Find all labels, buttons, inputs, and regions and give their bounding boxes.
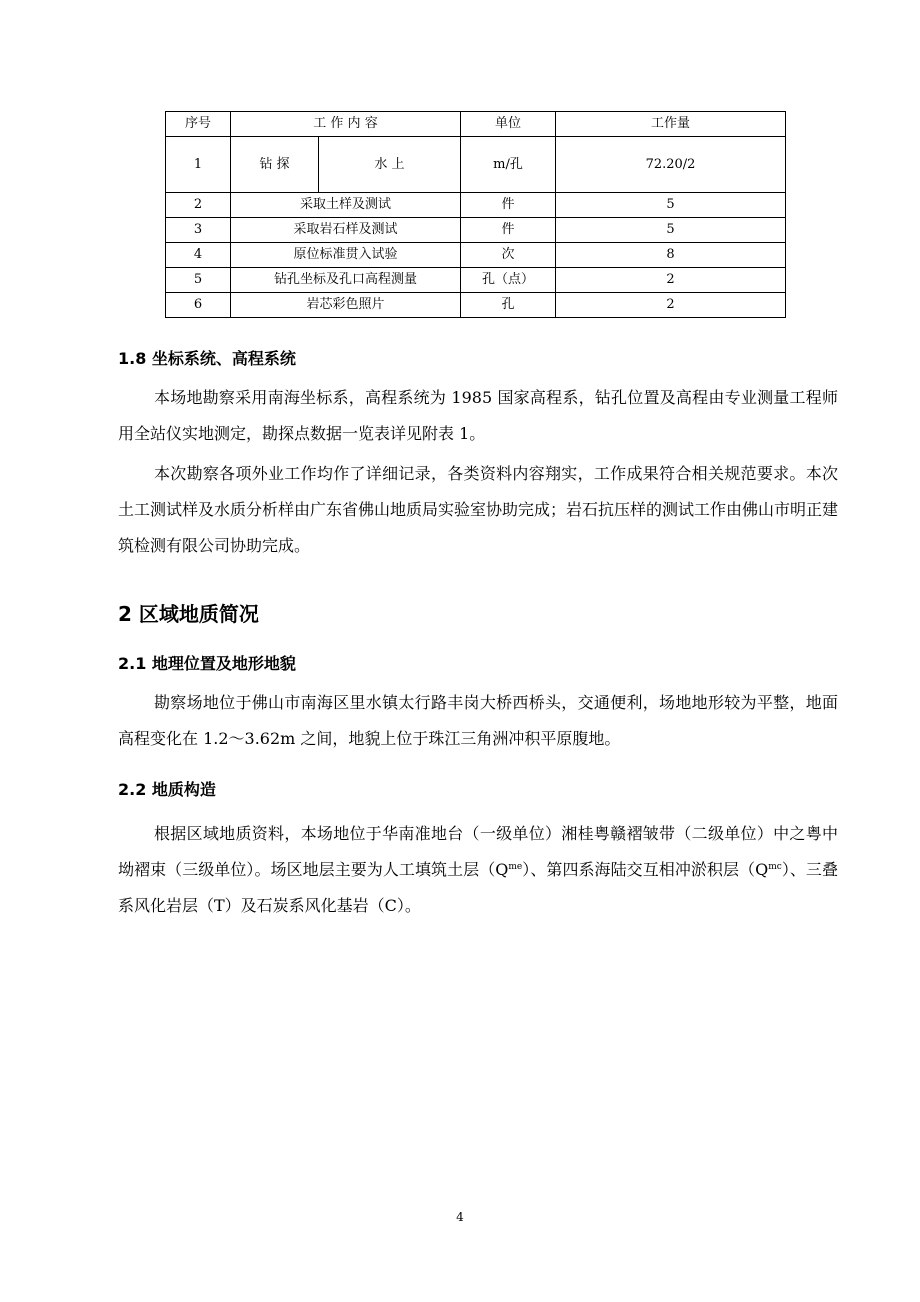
section-2-heading: 2 区域地质简况 (118, 602, 259, 626)
cell-content: 岩芯彩色照片 (231, 293, 461, 318)
cell-content: 原位标准贯入试验 (231, 243, 461, 268)
section-1-8-paragraph-2: 本次勘察各项外业工作均作了详细记录，各类资料内容翔实，工作成果符合相关规范要求。本次土工测试样及水质分析样由广东省佛山地质局实验室协助完成；岩石抗压样的测试工作由佛山市明正建筑检测有限公司协助完成。 (118, 464, 839, 555)
cell-quantity: 5 (556, 218, 786, 243)
table-row (166, 218, 786, 243)
cell-quantity: 5 (556, 193, 786, 218)
superscript-me: me (508, 862, 523, 872)
cell-no: 5 (166, 268, 231, 293)
cell-type: 钻 探 (231, 137, 319, 193)
header-unit: 单位 (461, 112, 556, 137)
cell-no: 3 (166, 218, 231, 243)
cell-no: 4 (166, 243, 231, 268)
table-row (166, 268, 786, 293)
cell-quantity: 72.20/2 (556, 137, 786, 193)
section-2-2-text-b: ）、第四系海陆交互相冲淤积层（Q (522, 860, 769, 879)
page-number: 4 (456, 1210, 464, 1224)
cell-unit: 件 (461, 193, 556, 218)
table-row (166, 193, 786, 218)
table-row (166, 137, 786, 193)
section-2-2-text-c: ）、三叠系风化岩层（T）及石炭系风化基岩（C）。 (118, 860, 838, 915)
section-1-8-heading: 1.8 坐标系统、高程系统 (118, 349, 296, 368)
section-2-2-heading: 2.2 地质构造 (118, 780, 216, 799)
cell-content: 采取岩石样及测试 (231, 218, 461, 243)
cell-quantity: 8 (556, 243, 786, 268)
cell-quantity: 2 (556, 268, 786, 293)
cell-quantity: 2 (556, 293, 786, 318)
section-2-1-heading: 2.1 地理位置及地形地貌 (118, 654, 296, 673)
cell-unit: 孔（点） (461, 268, 556, 293)
cell-unit: 次 (461, 243, 556, 268)
cell-unit: 件 (461, 218, 556, 243)
table-row (166, 293, 786, 318)
table-header-row (166, 112, 786, 137)
cell-sub: 水 上 (319, 137, 461, 193)
cell-unit: m/孔 (461, 137, 556, 193)
cell-no: 6 (166, 293, 231, 318)
cell-unit: 孔 (461, 293, 556, 318)
section-2-2-text-a: 根据区域地质资料，本场地位于华南准地台（一级单位）湘桂粤赣褶皱带（二级单位）中之粤中坳褶束（三级单位）。场区地层主要为人工填筑土层（Q (118, 824, 838, 879)
cell-content: 采取土样及测试 (231, 193, 461, 218)
work-table (165, 111, 786, 318)
header-quantity: 工作量 (556, 112, 786, 137)
section-1-8-paragraph-1: 本场地勘察采用南海坐标系，高程系统为 1985 国家高程系，钻孔位置及高程由专业测量工程师用全站仪实地测定，勘探点数据一览表详见附表 1。 (118, 388, 838, 443)
header-no: 序号 (166, 112, 231, 137)
cell-content: 钻孔坐标及孔口高程测量 (231, 268, 461, 293)
header-content: 工 作 内 容 (231, 112, 461, 137)
section-2-2-paragraph (118, 816, 838, 924)
superscript-mc: mc (768, 862, 782, 872)
cell-no: 2 (166, 193, 231, 218)
table-row (166, 243, 786, 268)
cell-no: 1 (166, 137, 231, 193)
section-2-1-paragraph: 勘察场地位于佛山市南海区里水镇太行路丰岗大桥西桥头，交通便利，场地地形较为平整，地面高程变化在 1.2～3.62m 之间，地貌上位于珠江三角洲冲积平原腹地。 (118, 693, 838, 748)
